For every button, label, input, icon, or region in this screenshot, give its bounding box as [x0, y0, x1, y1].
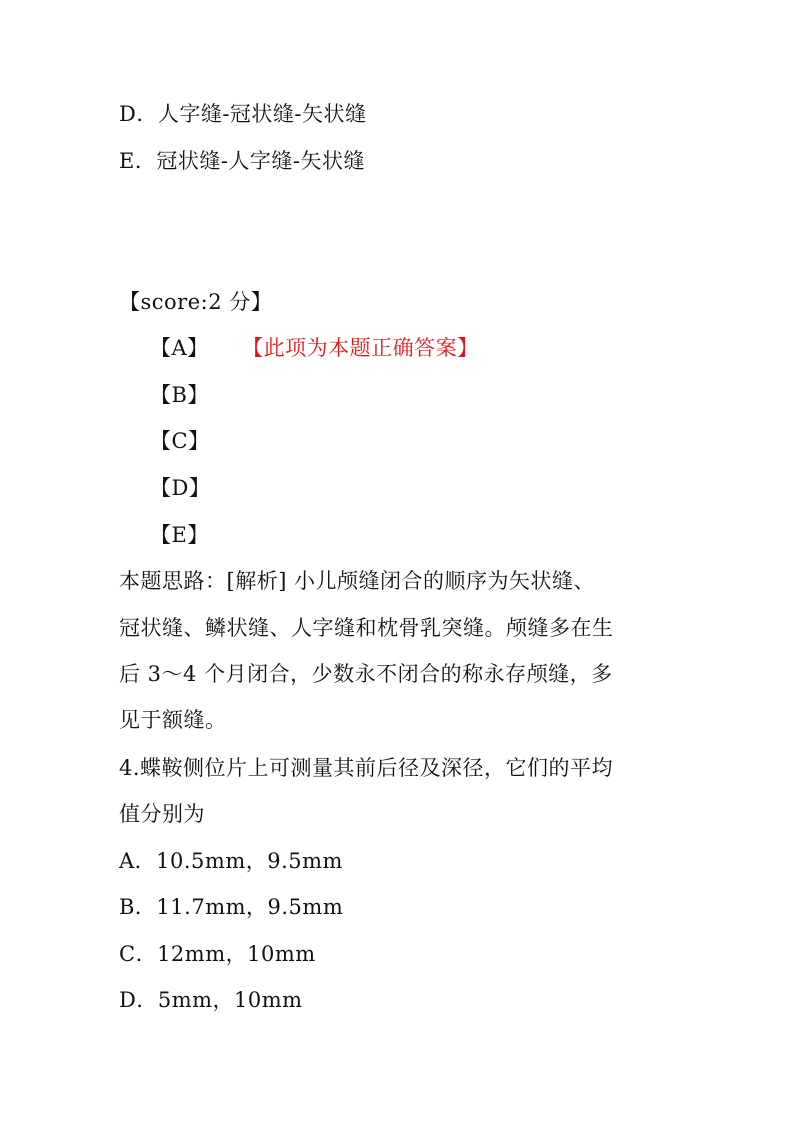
- answer-c: 【C】: [150, 429, 210, 453]
- answer-a: 【A】: [150, 336, 209, 360]
- score-label: 【score:2 分】: [119, 290, 273, 314]
- explanation-line-1: 本题思路：[解析] 小儿颅缝闭合的顺序为矢状缝、: [119, 569, 596, 593]
- question-4-stem-line-1: 4.蝶鞍侧位片上可测量其前后径及深径，它们的平均: [119, 756, 614, 780]
- correct-answer-label: 【此项为本题正确答案】: [252, 336, 479, 360]
- answer-a-row: [150, 334, 479, 362]
- question-4-stem-line-2: 值分别为: [119, 802, 205, 826]
- answer-e: 【E】: [150, 523, 209, 547]
- prev-option-d: D．人字缝-冠状缝-矢状缝: [119, 102, 367, 126]
- explanation-line-3: 后 3～4 个月闭合，少数永不闭合的称永存颅缝，多: [119, 662, 613, 686]
- explanation-line-4: 见于额缝。: [119, 708, 227, 732]
- answer-d: 【D】: [150, 476, 211, 500]
- explanation-line-2: 冠状缝、鳞状缝、人字缝和枕骨乳突缝。颅缝多在生: [119, 616, 614, 640]
- prev-option-e: E．冠状缝-人字缝-矢状缝: [119, 149, 366, 173]
- q4-option-d: D．5mm，10mm: [119, 988, 303, 1012]
- q4-option-c: C．12mm，10mm: [119, 942, 316, 966]
- q4-option-b: B．11.7mm，9.5mm: [119, 895, 344, 919]
- q4-option-a: A．10.5mm，9.5mm: [119, 849, 343, 873]
- answer-b: 【B】: [150, 383, 209, 407]
